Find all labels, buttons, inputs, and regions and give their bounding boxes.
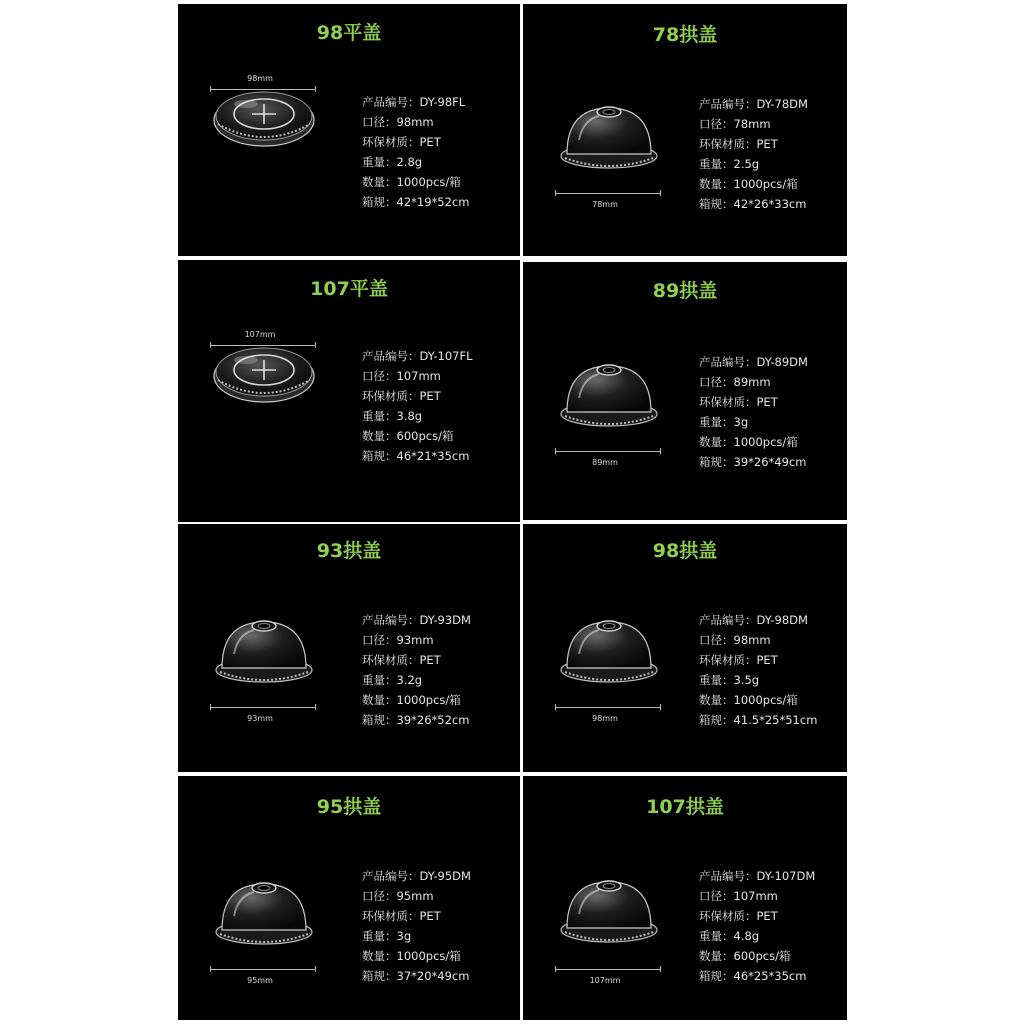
spec-diameter: 口径：107mm [699,889,778,903]
dome-lid-icon [557,100,661,172]
product-card [523,262,847,520]
dome-lid-image [557,874,661,950]
product-card [523,4,847,256]
spec-list [699,610,817,730]
dome-lid-icon [557,358,661,430]
spec-diameter: 口径：78mm [699,117,771,131]
spec-quantity: 数量：1000pcs/箱 [362,949,461,963]
dimension-line [210,86,316,92]
spec-quantity: 数量：1000pcs/箱 [699,435,798,449]
spec-quantity: 数量：1000pcs/箱 [362,693,461,707]
product-card [178,524,520,772]
dome-lid-image [212,614,316,690]
product-card [178,776,520,1020]
dimension-line [210,342,316,348]
spec-diameter: 口径：98mm [362,115,434,129]
spec-product-code: 产品编号：DY-107FL [362,349,473,363]
spec-quantity: 数量：1000pcs/箱 [362,175,461,189]
dimension-line [555,448,661,454]
product-title: 107平盖 [310,278,388,300]
spec-material: 环保材质：PET [699,137,778,151]
spec-material: 环保材质：PET [699,395,778,409]
spec-carton-size: 箱规：39*26*52cm [362,713,470,727]
spec-diameter: 口径：95mm [362,889,434,903]
product-card [523,776,847,1020]
spec-list [699,866,815,986]
product-title: 89拱盖 [652,280,718,302]
product-title: 78拱盖 [652,24,718,46]
spec-product-code: 产品编号：DY-107DM [699,869,816,883]
spec-weight: 重量：3g [699,415,749,429]
product-title: 107拱盖 [646,796,724,818]
dimension-label: 95mm [247,976,273,985]
spec-carton-size: 箱规：46*25*35cm [699,969,807,983]
spec-diameter: 口径：89mm [699,375,771,389]
flat-lid-image [212,340,316,410]
spec-list [699,352,808,472]
spec-quantity: 数量：600pcs/箱 [699,949,791,963]
dimension-label: 107mm [589,976,621,985]
dimension-label: 89mm [592,458,618,467]
dome-lid-icon [557,614,661,686]
spec-diameter: 口径：98mm [699,633,771,647]
spec-material: 环保材质：PET [362,135,441,149]
spec-product-code: 产品编号：DY-98DM [699,613,808,627]
product-title: 95拱盖 [316,796,382,818]
spec-weight: 重量：3.8g [362,409,423,423]
dome-lid-image [557,100,661,176]
dimension-line [210,966,316,972]
spec-product-code: 产品编号：DY-98FL [362,95,466,109]
spec-material: 环保材质：PET [699,653,778,667]
dimension-line [210,704,316,710]
spec-quantity: 数量：1000pcs/箱 [699,177,798,191]
spec-material: 环保材质：PET [699,909,778,923]
dome-lid-icon [212,614,316,686]
spec-diameter: 口径：93mm [362,633,434,647]
spec-carton-size: 箱规：42*19*52cm [362,195,470,209]
spec-weight: 重量：3g [362,929,412,943]
spec-diameter: 口径：107mm [362,369,441,383]
dimension-label: 78mm [592,200,618,209]
flat-lid-icon [212,340,316,406]
product-title: 93拱盖 [316,540,382,562]
spec-carton-size: 箱规：39*26*49cm [699,455,807,469]
spec-carton-size: 箱规：42*26*33cm [699,197,807,211]
spec-weight: 重量：3.2g [362,673,423,687]
dimension-line [555,966,661,972]
flat-lid-image [212,84,316,154]
dome-lid-icon [212,876,316,948]
dimension-line [555,704,661,710]
spec-carton-size: 箱规：37*20*49cm [362,969,470,983]
spec-list [362,610,471,730]
spec-product-code: 产品编号：DY-89DM [699,355,808,369]
product-title: 98拱盖 [652,540,718,562]
dimension-label: 98mm [247,74,273,83]
spec-product-code: 产品编号：DY-95DM [362,869,471,883]
product-card [178,4,520,256]
spec-quantity: 数量：600pcs/箱 [362,429,454,443]
spec-weight: 重量：3.5g [699,673,760,687]
spec-quantity: 数量：1000pcs/箱 [699,693,798,707]
dimension-label: 93mm [247,714,273,723]
spec-material: 环保材质：PET [362,389,441,403]
dimension-label: 98mm [592,714,618,723]
spec-list [362,866,471,986]
dimension-line [555,190,661,196]
spec-list [362,346,473,466]
spec-carton-size: 箱规：46*21*35cm [362,449,470,463]
spec-list [362,92,469,212]
product-title: 98平盖 [316,22,382,44]
flat-lid-icon [212,84,316,150]
product-card [523,524,847,772]
spec-carton-size: 箱规：41.5*25*51cm [699,713,818,727]
spec-weight: 重量：2.8g [362,155,423,169]
spec-product-code: 产品编号：DY-93DM [362,613,471,627]
dome-lid-icon [557,874,661,946]
spec-weight: 重量：2.5g [699,157,760,171]
spec-list [699,94,808,214]
spec-weight: 重量：4.8g [699,929,760,943]
spec-product-code: 产品编号：DY-78DM [699,97,808,111]
product-card [178,260,520,522]
spec-material: 环保材质：PET [362,653,441,667]
dome-lid-image [557,358,661,434]
dome-lid-image [557,614,661,690]
spec-material: 环保材质：PET [362,909,441,923]
dimension-label: 107mm [244,330,276,339]
dome-lid-image [212,876,316,952]
